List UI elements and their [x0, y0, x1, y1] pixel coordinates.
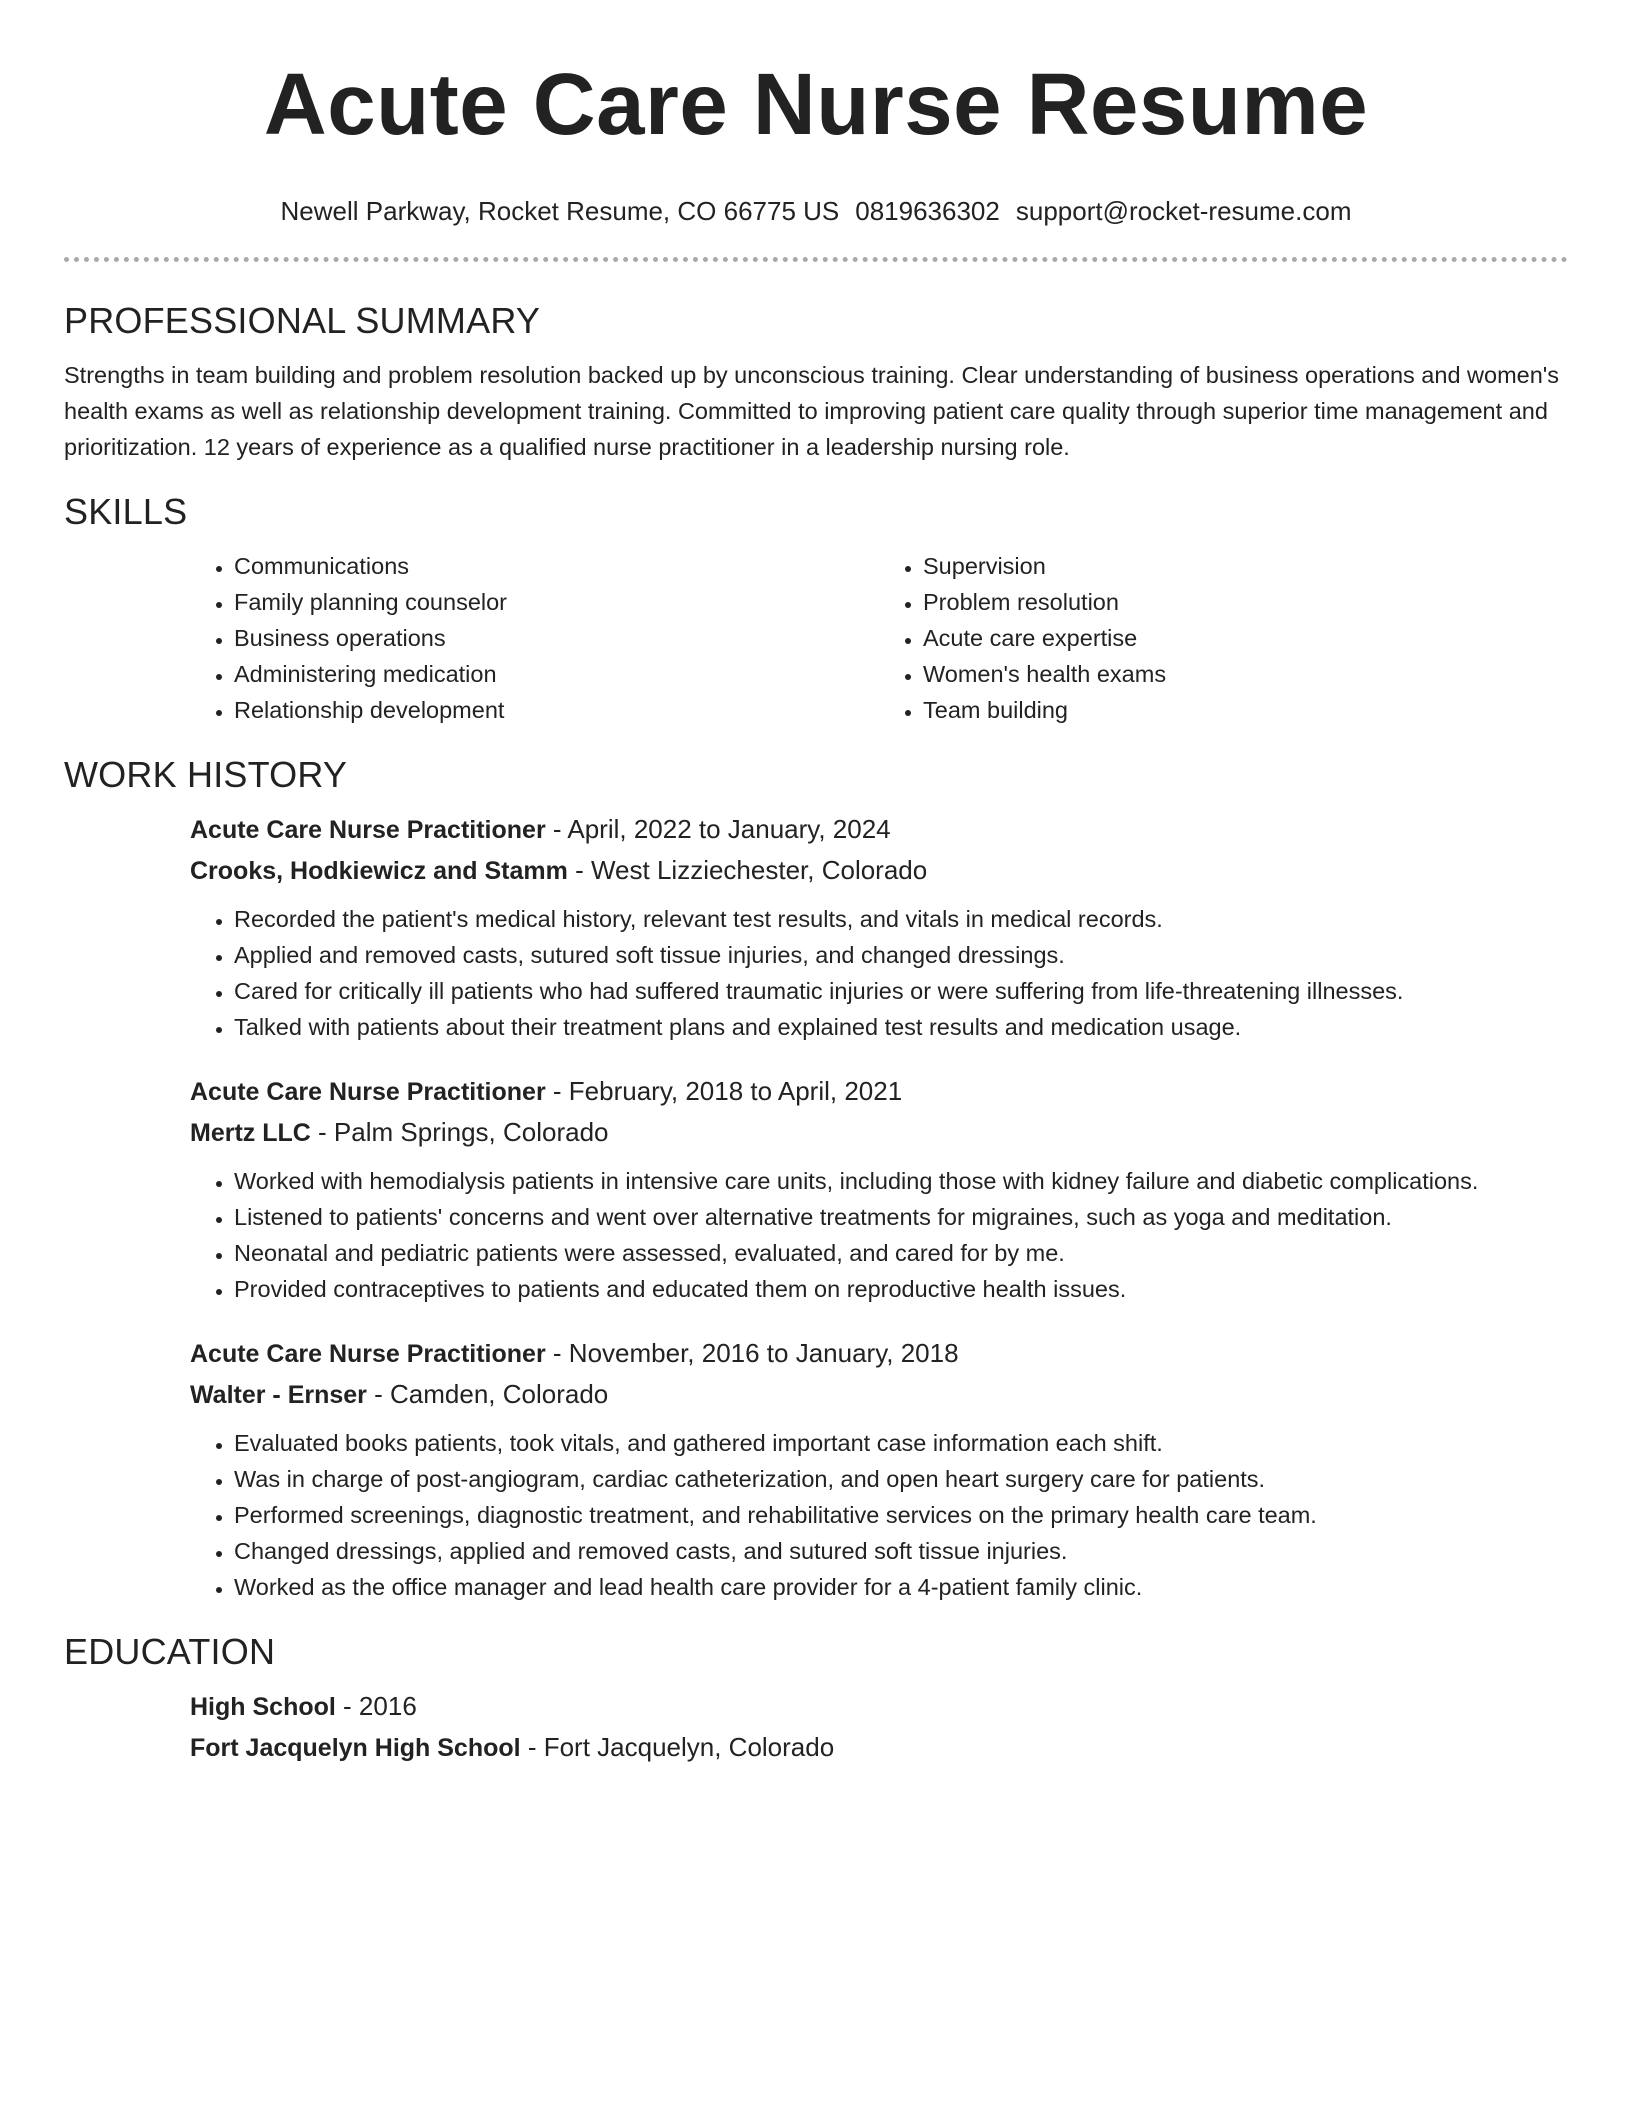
skill-item: • Problem resolution	[923, 584, 1568, 620]
skills-list-right	[879, 548, 1568, 728]
job-title: Acute Care Nurse Practitioner	[190, 1340, 546, 1368]
contact-phone: 0819636302	[855, 196, 1000, 226]
job-bullet: • Neonatal and pediatric patients were assessed, evaluated, and cared for by me.	[234, 1235, 1568, 1271]
education-entry	[190, 1686, 1568, 1768]
education-heading: EDUCATION	[64, 1631, 276, 1672]
job-bullet: • Evaluated books patients, took vitals, and gathered important case information each shift.	[234, 1425, 1568, 1461]
job-entry	[190, 1071, 1568, 1307]
education-section	[64, 1630, 1568, 1768]
job-company: Crooks, Hodkiewicz and Stamm	[190, 857, 568, 885]
job-bullets	[64, 1425, 1568, 1605]
job-company-line	[190, 1374, 1568, 1415]
skills-list-left	[190, 548, 879, 728]
job-title-line	[190, 809, 1568, 850]
job-bullet: • Listened to patients' concerns and went over alternative treatments for migraines, such as yoga and meditation.	[234, 1199, 1568, 1235]
skill-item: • Relationship development	[234, 692, 879, 728]
summary-heading: PROFESSIONAL SUMMARY	[64, 300, 541, 341]
contact-email: support@rocket-resume.com	[1015, 196, 1352, 226]
job-dates: - February, 2018 to April, 2021	[545, 1076, 903, 1106]
job-location: - Camden, Colorado	[366, 1379, 609, 1409]
skills-section	[64, 490, 1568, 728]
education-school-line	[190, 1727, 1568, 1768]
job-entry	[190, 1333, 1568, 1605]
job-bullet: • Changed dressings, applied and removed casts, and sutured soft tissue injuries.	[234, 1533, 1568, 1569]
job-bullets	[64, 901, 1568, 1045]
job-bullet: • Cared for critically ill patients who had suffered traumatic injuries or were suffering from life-threatening illnesses.	[234, 973, 1568, 1009]
skill-item: • Communications	[234, 548, 879, 584]
skill-item: • Family planning counselor	[234, 584, 879, 620]
job-title-line	[190, 1333, 1568, 1374]
contact-line	[64, 195, 1568, 227]
work-heading: WORK HISTORY	[64, 754, 348, 795]
skill-item: • Administering medication	[234, 656, 879, 692]
job-bullet: • Provided contraceptives to patients and educated them on reproductive health issues.	[234, 1271, 1568, 1307]
education-location: - Fort Jacquelyn, Colorado	[520, 1732, 835, 1762]
job-location: - Palm Springs, Colorado	[310, 1117, 609, 1147]
job-bullet: • Worked with hemodialysis patients in intensive care units, including those with kidney failure and diabetic complications.	[234, 1163, 1568, 1199]
skill-item: • Business operations	[234, 620, 879, 656]
education-year: - 2016	[335, 1691, 417, 1721]
skills-heading: SKILLS	[64, 491, 188, 532]
job-entry	[190, 809, 1568, 1045]
job-bullet: • Worked as the office manager and lead health care provider for a 4-patient family clinic.	[234, 1569, 1568, 1605]
job-company-line	[190, 850, 1568, 891]
job-bullet: • Applied and removed casts, sutured soft tissue injuries, and changed dressings.	[234, 937, 1568, 973]
skills-columns	[190, 548, 1568, 728]
work-section	[64, 753, 1568, 1605]
job-company: Mertz LLC	[190, 1119, 311, 1147]
job-company-line	[190, 1112, 1568, 1153]
job-location: - West Lizziechester, Colorado	[567, 855, 928, 885]
summary-section	[64, 299, 1568, 465]
job-bullet: • Talked with patients about their treatment plans and explained test results and medication usage.	[234, 1009, 1568, 1045]
contact-address: Newell Parkway, Rocket Resume, CO 66775 US	[280, 196, 840, 226]
job-bullets	[64, 1163, 1568, 1307]
job-bullet: • Was in charge of post-angiogram, cardiac catheterization, and open heart surgery care for patients.	[234, 1461, 1568, 1497]
education-degree-line	[190, 1686, 1568, 1727]
skill-item: • Team building	[923, 692, 1568, 728]
job-title-line	[190, 1071, 1568, 1112]
job-dates: - November, 2016 to January, 2018	[545, 1338, 959, 1368]
job-title: Acute Care Nurse Practitioner	[190, 1078, 546, 1106]
summary-text: Strengths in team building and problem resolution backed up by unconscious training. Clear understanding of business operations and women's health exams as well as relationship development training. Committed to improving patient care quality through superior time management and prioritization. 12 years of experience as a qualified nurse practitioner in a leadership nursing role.	[64, 362, 1560, 460]
job-company: Walter - Ernser	[190, 1381, 367, 1409]
job-title: Acute Care Nurse Practitioner	[190, 816, 546, 844]
education-degree: High School	[190, 1693, 336, 1721]
skill-item: • Acute care expertise	[923, 620, 1568, 656]
skill-item: • Women's health exams	[923, 656, 1568, 692]
skill-item: • Supervision	[923, 548, 1568, 584]
education-school: Fort Jacquelyn High School	[190, 1734, 521, 1762]
job-dates: - April, 2022 to January, 2024	[545, 814, 891, 844]
resume-title: Acute Care Nurse Resume	[263, 56, 1369, 153]
header-divider	[64, 257, 1568, 262]
job-bullet: • Recorded the patient's medical history, relevant test results, and vitals in medical records.	[234, 901, 1568, 937]
job-bullet: • Performed screenings, diagnostic treatment, and rehabilitative services on the primary health care team.	[234, 1497, 1568, 1533]
